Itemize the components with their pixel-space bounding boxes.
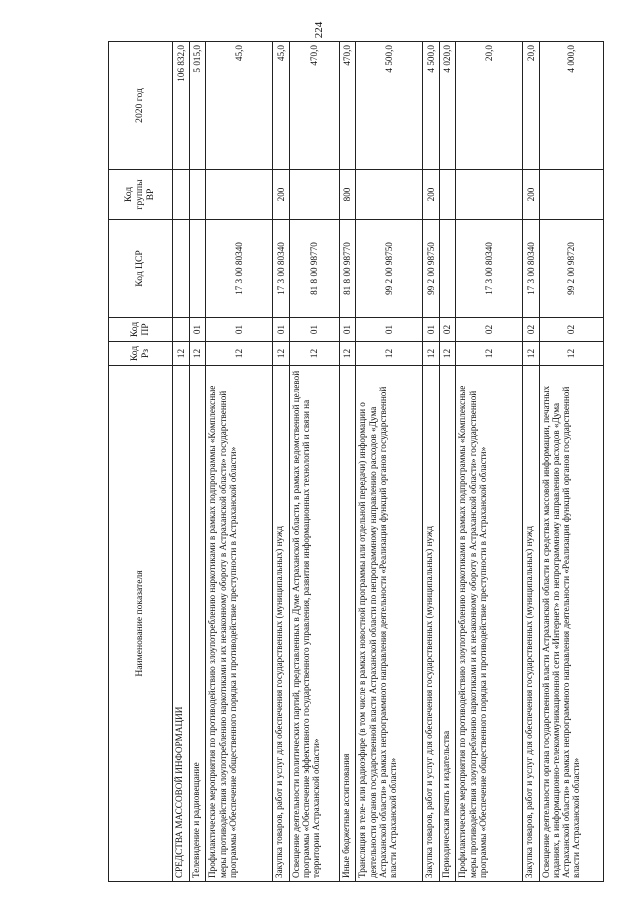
table-row — [456, 42, 523, 882]
row-amount: 20,0 — [522, 42, 539, 170]
row-amount: 20,0 — [456, 42, 523, 170]
table-row — [356, 42, 423, 882]
header-vr: Код группы ВР — [109, 170, 173, 220]
row-vr-code: 200 — [522, 170, 539, 220]
row-rz-code: 12 — [189, 342, 206, 366]
row-csr-code — [439, 220, 456, 318]
row-amount: 4 500,0 — [356, 42, 423, 170]
row-name: Освещение деятельности политических партий, представленных в Думе Астраханской области, в рамках ведомственной целевой программы «Обеспечение эффективного государственного управления, развития информационных технологий и связи на территории Астраханской области» — [289, 366, 339, 882]
row-pr-code — [173, 318, 190, 342]
table-row — [522, 42, 539, 882]
row-vr-code: 200 — [272, 170, 289, 220]
row-pr-code: 02 — [456, 318, 523, 342]
row-csr-code: 17 3 00 80340 — [272, 220, 289, 318]
row-csr-code: 81 8 00 98770 — [289, 220, 339, 318]
row-rz-code: 12 — [439, 342, 456, 366]
row-name: Закупка товаров, работ и услуг для обеспечения государственных (муниципальных) нужд — [522, 366, 539, 882]
row-csr-code: 81 8 00 98770 — [339, 220, 356, 318]
row-pr-code: 01 — [272, 318, 289, 342]
row-vr-code — [289, 170, 339, 220]
row-vr-code — [173, 170, 190, 220]
row-rz-code: 12 — [456, 342, 523, 366]
row-vr-code — [439, 170, 456, 220]
row-csr-code: 99 2 00 98750 — [356, 220, 423, 318]
row-amount: 4 000,0 — [539, 42, 604, 170]
row-pr-code: 01 — [422, 318, 439, 342]
row-rz-code: 12 — [339, 342, 356, 366]
row-pr-code: 02 — [439, 318, 456, 342]
row-rz-code: 12 — [356, 342, 423, 366]
row-name: Периодическая печать и издательства — [439, 366, 456, 882]
row-rz-code: 12 — [173, 342, 190, 366]
table-row — [422, 42, 439, 882]
row-pr-code: 01 — [189, 318, 206, 342]
row-amount: 4 500,0 — [422, 42, 439, 170]
row-vr-code: 200 — [422, 170, 439, 220]
row-rz-code: 12 — [206, 342, 273, 366]
row-csr-code: 17 3 00 80340 — [206, 220, 273, 318]
row-vr-code — [189, 170, 206, 220]
row-amount: 45,0 — [206, 42, 273, 170]
row-name: Иные бюджетные ассигнования — [339, 366, 356, 882]
page-number: 224 — [313, 21, 325, 39]
row-rz-code: 12 — [289, 342, 339, 366]
table-header-row — [109, 42, 173, 882]
header-rz: Код Рз — [109, 342, 173, 366]
table-row — [539, 42, 604, 882]
row-amount: 106 832,0 — [173, 42, 190, 170]
row-vr-code — [206, 170, 273, 220]
row-name: Закупка товаров, работ и услуг для обеспечения государственных (муниципальных) нужд — [422, 366, 439, 882]
row-pr-code: 01 — [289, 318, 339, 342]
row-amount: 470,0 — [289, 42, 339, 170]
row-csr-code — [173, 220, 190, 318]
row-name: Закупка товаров, работ и услуг для обеспечения государственных (муниципальных) нужд — [272, 366, 289, 882]
row-vr-code — [356, 170, 423, 220]
table-row — [272, 42, 289, 882]
header-amount: 2020 год — [109, 42, 173, 170]
row-amount: 4 020,0 — [439, 42, 456, 170]
row-name: Телевидение и радиовещание — [189, 366, 206, 882]
row-rz-code: 12 — [522, 342, 539, 366]
table-row — [173, 42, 190, 882]
table-row — [206, 42, 273, 882]
row-csr-code: 17 3 00 80340 — [456, 220, 523, 318]
header-pr: Код ПР — [109, 318, 173, 342]
row-csr-code: 99 2 00 98720 — [539, 220, 604, 318]
row-csr-code — [189, 220, 206, 318]
row-amount: 470,0 — [339, 42, 356, 170]
row-pr-code: 01 — [356, 318, 423, 342]
budget-table — [108, 41, 604, 882]
row-csr-code: 99 2 00 98750 — [422, 220, 439, 318]
row-pr-code: 02 — [539, 318, 604, 342]
table-row — [339, 42, 356, 882]
row-rz-code: 12 — [422, 342, 439, 366]
row-pr-code: 02 — [522, 318, 539, 342]
row-pr-code: 01 — [206, 318, 273, 342]
row-vr-code: 800 — [339, 170, 356, 220]
header-csr: Код ЦСР — [109, 220, 173, 318]
row-name: Освещение деятельности органа государственной власти Астраханской области в средствах массовой информации, печатных изданиях, в информационно-телекоммуникационной сети «Интернет» по непрограммному направлению расходов «Дума Астраханской области» в рамках непрограммного направления деятельности «Реализация функций органов государственной власти Астраханской области» — [539, 366, 604, 882]
row-name: СРЕДСТВА МАССОВОЙ ИНФОРМАЦИИ — [173, 366, 190, 882]
row-amount: 45,0 — [272, 42, 289, 170]
row-csr-code: 17 3 00 80340 — [522, 220, 539, 318]
table-row — [189, 42, 206, 882]
row-vr-code — [539, 170, 604, 220]
table-row — [439, 42, 456, 882]
table-row — [289, 42, 339, 882]
row-name: Профилактические мероприятия по противодействию злоупотреблению наркотиками в рамках подпрограммы «Комплексные меры противодействия злоупотреблению наркотиками и их незаконному обороту в Астраханской области» государственной программы «Обеспечение общественного порядка и противодействие преступности в Астраханской области» — [456, 366, 523, 882]
row-name: Трансляция в теле- или радиоэфире (в том числе в рамках новостной программы или отдельной передачи) информации о деятельности органов государственной власти Астраханской области по непрограммному направлению расходов «Дума Астраханской области» в рамках непрограммного направления деятельности «Реализация функций органов государственной власти Астраханской области» — [356, 366, 423, 882]
row-vr-code — [456, 170, 523, 220]
row-name: Профилактические мероприятия по противодействию злоупотреблению наркотиками в рамках подпрограммы «Комплексные меры противодействия злоупотреблению наркотиками и их незаконному обороту в Астраханской области» государственной программы «Обеспечение общественного порядка и противодействие преступности в Астраханской области» — [206, 366, 273, 882]
row-amount: 5 015,0 — [189, 42, 206, 170]
row-rz-code: 12 — [539, 342, 604, 366]
row-pr-code: 01 — [339, 318, 356, 342]
header-name: Наименование показателя — [109, 366, 173, 882]
row-rz-code: 12 — [272, 342, 289, 366]
budget-table-rotated — [108, 42, 604, 882]
